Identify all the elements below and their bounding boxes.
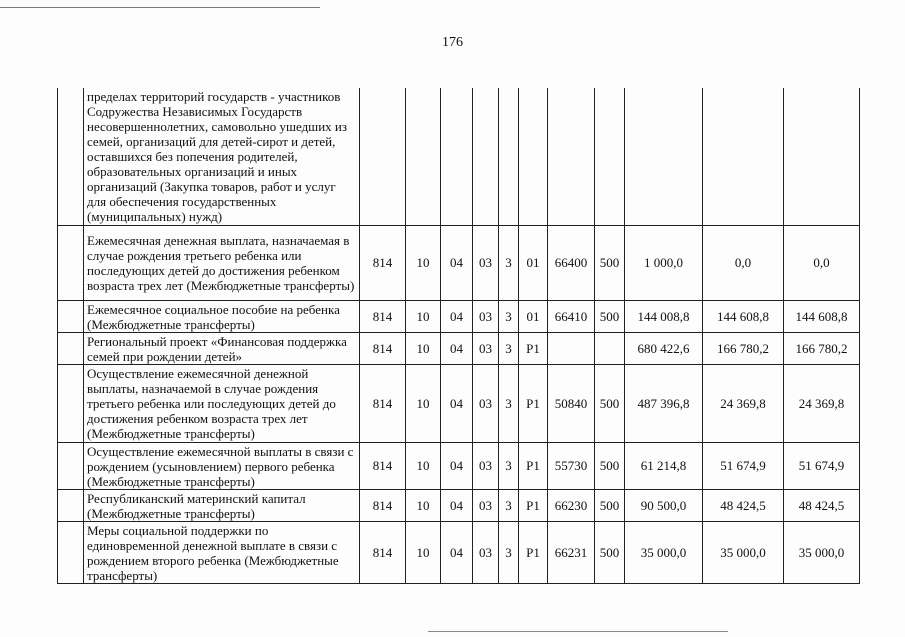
- row-name-cell: Региональный проект «Финансовая поддержка семей при рождении детей»: [84, 332, 360, 364]
- cell-y1: 487 396,8: [625, 364, 703, 442]
- cell-y3: 48 424,5: [784, 489, 860, 521]
- cell-section: [406, 88, 441, 225]
- cell-y1: 61 214,8: [625, 442, 703, 489]
- cell-program: 03: [473, 489, 499, 521]
- cell-subprogram: 3: [499, 442, 519, 489]
- cell-expense-type: [595, 332, 625, 364]
- scan-edge-line: [428, 631, 728, 632]
- cell-section: 10: [406, 442, 441, 489]
- cell-y2: 51 674,9: [703, 442, 784, 489]
- table-row: [58, 88, 860, 225]
- cell-program: 03: [473, 442, 499, 489]
- cell-subprogram: 3: [499, 332, 519, 364]
- cell-direction: [548, 88, 595, 225]
- row-name-cell: Меры социальной поддержки по единовременной денежной выплате в связи с рождением второго ребенка (Межбюджетные трансферты): [84, 521, 360, 583]
- cell-subprogram: 3: [499, 521, 519, 583]
- cell-y2: 48 424,5: [703, 489, 784, 521]
- table-row: [58, 332, 860, 364]
- cell-main-event: 01: [519, 225, 548, 300]
- cell-direction: 66410: [548, 300, 595, 332]
- cell-section: 10: [406, 225, 441, 300]
- cell-subprogram: 3: [499, 300, 519, 332]
- cell-admin: [360, 88, 406, 225]
- cell-y3: 144 608,8: [784, 300, 860, 332]
- cell-y2: 166 780,2: [703, 332, 784, 364]
- row-name-cell: Ежемесячное социальное пособие на ребенка (Межбюджетные трансферты): [84, 300, 360, 332]
- cell-program: 03: [473, 521, 499, 583]
- cell-main-event: [519, 88, 548, 225]
- cell-admin: 814: [360, 225, 406, 300]
- cell-y3: 0,0: [784, 225, 860, 300]
- cell-subprogram: 3: [499, 225, 519, 300]
- cell-y3: 166 780,2: [784, 332, 860, 364]
- row-name-cell: Осуществление ежемесячной денежной выплаты, назначаемой в случае рождения третьего ребенка или последующих детей до достижения ребенком возраста трех лет (Межбюджетные трансферты): [84, 364, 360, 442]
- cell-direction: 66231: [548, 521, 595, 583]
- cell-y1: 144 008,8: [625, 300, 703, 332]
- cell-program: 03: [473, 300, 499, 332]
- cell-y2: 144 608,8: [703, 300, 784, 332]
- row-name-cell: Республиканский материнский капитал (Межбюджетные трансферты): [84, 489, 360, 521]
- cell-y1: 90 500,0: [625, 489, 703, 521]
- table-row: [58, 300, 860, 332]
- cell-expense-type: 500: [595, 521, 625, 583]
- cell-expense-type: 500: [595, 225, 625, 300]
- cell-expense-type: 500: [595, 364, 625, 442]
- cell-program: 03: [473, 364, 499, 442]
- cell-y1: 35 000,0: [625, 521, 703, 583]
- row-index-cell: [58, 225, 84, 300]
- table-row: [58, 442, 860, 489]
- cell-direction: [548, 332, 595, 364]
- cell-expense-type: 500: [595, 442, 625, 489]
- table-row: [58, 225, 860, 300]
- cell-subprogram: 3: [499, 489, 519, 521]
- cell-main-event: P1: [519, 364, 548, 442]
- cell-direction: 66400: [548, 225, 595, 300]
- cell-program: [473, 88, 499, 225]
- cell-admin: 814: [360, 489, 406, 521]
- table-row: [58, 489, 860, 521]
- cell-subsection: 04: [441, 332, 473, 364]
- table-row: [58, 521, 860, 583]
- row-index-cell: [58, 489, 84, 521]
- cell-subsection: 04: [441, 364, 473, 442]
- budget-table: [57, 88, 860, 584]
- cell-main-event: P1: [519, 332, 548, 364]
- cell-program: 03: [473, 225, 499, 300]
- row-index-cell: [58, 521, 84, 583]
- row-index-cell: [58, 300, 84, 332]
- cell-admin: 814: [360, 300, 406, 332]
- cell-subsection: [441, 88, 473, 225]
- cell-direction: 66230: [548, 489, 595, 521]
- cell-section: 10: [406, 300, 441, 332]
- cell-section: 10: [406, 521, 441, 583]
- cell-y1: 680 422,6: [625, 332, 703, 364]
- cell-subprogram: 3: [499, 364, 519, 442]
- cell-section: 10: [406, 332, 441, 364]
- row-name-cell: Ежемесячная денежная выплата, назначаемая в случае рождения третьего ребенка или последующих детей до достижения ребенком возраста трех лет (Межбюджетные трансферты): [84, 225, 360, 300]
- cell-section: 10: [406, 489, 441, 521]
- row-index-cell: [58, 364, 84, 442]
- cell-expense-type: 500: [595, 489, 625, 521]
- cell-y3: 51 674,9: [784, 442, 860, 489]
- cell-main-event: P1: [519, 521, 548, 583]
- cell-subprogram: [499, 88, 519, 225]
- cell-y1: 1 000,0: [625, 225, 703, 300]
- cell-program: 03: [473, 332, 499, 364]
- row-index-cell: [58, 88, 84, 225]
- cell-admin: 814: [360, 332, 406, 364]
- cell-y2: [703, 88, 784, 225]
- row-index-cell: [58, 332, 84, 364]
- table-row: [58, 364, 860, 442]
- cell-direction: 50840: [548, 364, 595, 442]
- cell-y1: [625, 88, 703, 225]
- cell-admin: 814: [360, 364, 406, 442]
- cell-direction: 55730: [548, 442, 595, 489]
- cell-expense-type: [595, 88, 625, 225]
- cell-subsection: 04: [441, 521, 473, 583]
- cell-y3: 35 000,0: [784, 521, 860, 583]
- cell-subsection: 04: [441, 442, 473, 489]
- row-index-cell: [58, 442, 84, 489]
- cell-subsection: 04: [441, 300, 473, 332]
- cell-admin: 814: [360, 521, 406, 583]
- scan-edge-line: [0, 7, 320, 8]
- cell-y3: 24 369,8: [784, 364, 860, 442]
- cell-y2: 24 369,8: [703, 364, 784, 442]
- page-number: 176: [442, 35, 463, 50]
- row-name-cell: Осуществление ежемесячной выплаты в связи с рождением (усыновлением) первого ребенка (Межбюджетные трансферты): [84, 442, 360, 489]
- cell-subsection: 04: [441, 489, 473, 521]
- cell-subsection: 04: [441, 225, 473, 300]
- cell-section: 10: [406, 364, 441, 442]
- cell-expense-type: 500: [595, 300, 625, 332]
- cell-main-event: P1: [519, 442, 548, 489]
- cell-admin: 814: [360, 442, 406, 489]
- row-name-cell: пределах территорий государств - участников Содружества Независимых Государств несовершеннолетних, самовольно ушедших из семей, организаций для детей-сирот и детей, оставшихся без попечения родителей, образовательных организаций и иных организаций (Закупка товаров, работ и услуг для обеспечения государственных (муниципальных) нужд): [84, 88, 360, 225]
- cell-y2: 0,0: [703, 225, 784, 300]
- cell-main-event: P1: [519, 489, 548, 521]
- cell-main-event: 01: [519, 300, 548, 332]
- cell-y3: [784, 88, 860, 225]
- cell-y2: 35 000,0: [703, 521, 784, 583]
